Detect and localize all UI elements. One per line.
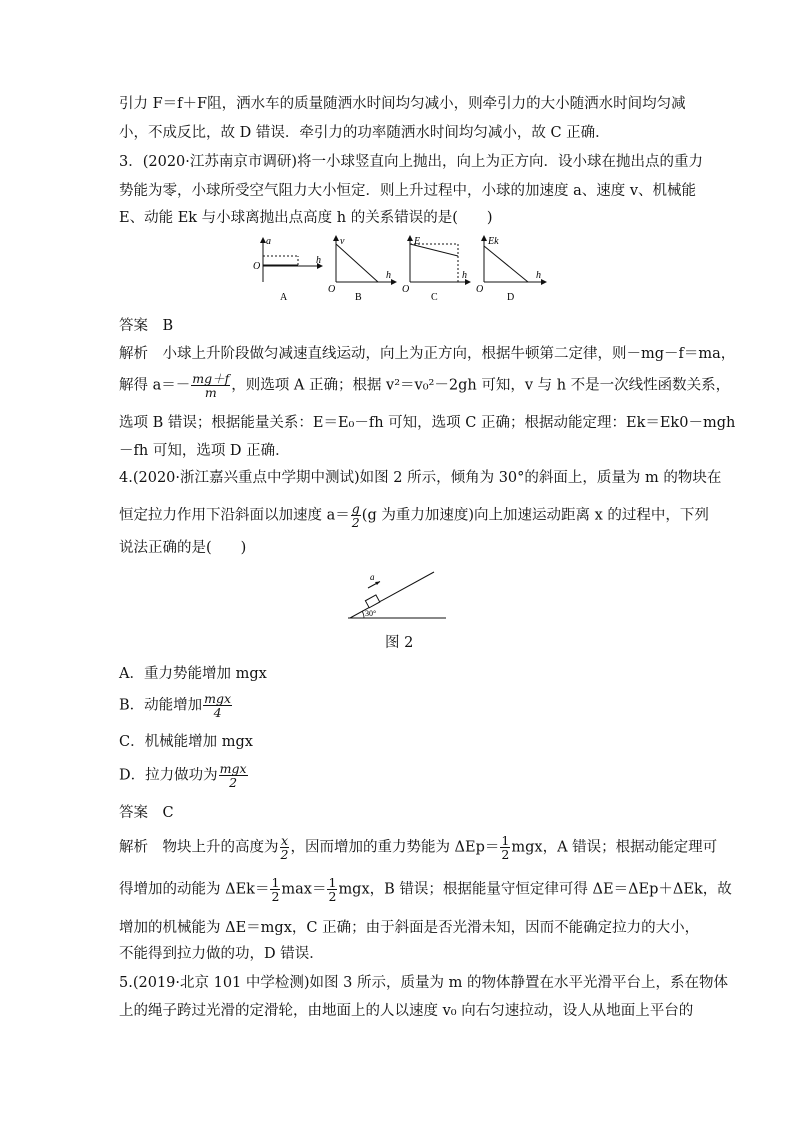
fraction <box>191 372 230 399</box>
explanation-line: 选项 B 错误；根据能量关系：E＝E₀－fh 可知，选项 C 正确；根据动能定理：Ek＝Ek0－mgh <box>119 415 736 431</box>
text-span: 得增加的动能为 ΔEk＝ <box>119 881 270 898</box>
option-d <box>119 762 249 789</box>
question-3-graphs <box>248 228 558 308</box>
origin-label: O <box>402 284 410 295</box>
explanation-line <box>119 876 732 903</box>
question-4-stem: 说法正确的是( ) <box>119 540 247 556</box>
accel-label: a <box>370 572 375 582</box>
axis-label: E <box>414 236 421 247</box>
graph-a <box>253 236 322 303</box>
question-5-stem: 上的绳子跨过光滑的定滑轮，由地面上的人以速度 v₀ 向右匀速拉动，设人从地面上平台的 <box>119 1003 694 1019</box>
fraction <box>500 834 510 861</box>
graph-label: C <box>431 292 438 303</box>
question-3-stem: 势能为零，小球所受空气阻力大小恒定．则上升过程中，小球的加速度 a、速度 v、机械能 <box>119 183 697 199</box>
question-3-stem: E、动能 Ek 与小球离抛出点高度 h 的关系错误的是( ) <box>119 210 493 226</box>
axis-label: a <box>266 236 271 247</box>
angle-arc <box>362 611 364 618</box>
fraction <box>270 876 280 903</box>
denominator: 2 <box>271 889 280 904</box>
text-line: 引力 F＝f＋F阻，洒水车的质量随洒水时间均匀减小，则牵引力的大小随洒水时间均匀减 <box>119 96 686 112</box>
numerator: g <box>351 501 360 516</box>
numerator: mg＋f <box>192 371 230 386</box>
text-span: 解得 a＝－ <box>119 377 191 394</box>
explanation-line: 不能得到拉力做的功，D 错误． <box>119 946 324 962</box>
numerator: mgx <box>219 761 247 776</box>
graph-label: B <box>355 292 362 303</box>
text-span: 解析 物块上升的高度为 <box>119 839 279 856</box>
denominator: 2 <box>280 847 289 862</box>
question-3-stem: 3．(2020·江苏南京市调研)将一小球竖直向上抛出，向上为正方向．设小球在抛出点的重力 <box>119 154 704 170</box>
answer-label: 答案 B <box>119 318 174 334</box>
graph-line <box>336 244 378 282</box>
graph-label: D <box>507 292 515 303</box>
block <box>365 595 379 608</box>
axis-label: h <box>386 270 391 281</box>
text-span: (g 为重力加速度)向上加速运动距离 x 的过程中，下列 <box>361 507 709 524</box>
fraction <box>280 834 290 861</box>
answer-label: 答案 C <box>119 805 174 821</box>
option-b <box>119 692 233 719</box>
origin-label: O <box>328 284 336 295</box>
origin-label: O <box>476 284 484 295</box>
explanation-line <box>119 372 730 399</box>
numerator: x <box>280 833 288 848</box>
axis-label: h <box>316 255 321 266</box>
text-span: mgx，A 错误；根据动能定理可 <box>511 839 718 856</box>
incline-figure <box>346 566 450 624</box>
axis-label: h <box>536 270 541 281</box>
fraction <box>203 692 232 719</box>
text-span: ，因而增加的重力势能为 ΔEp＝ <box>290 839 500 856</box>
graph-d <box>476 236 546 303</box>
explanation-line <box>119 834 717 861</box>
axis-label: Ek <box>488 236 499 247</box>
text-line: 小，不成反比，故 D 错误．牵引力的功率随洒水时间均匀减小，故 C 正确． <box>119 125 610 141</box>
explanation-line: 解析 小球上升阶段做匀减速直线运动，向上为正方向，根据牛顿第二定律，则－mg－f＝ma， <box>119 346 736 362</box>
question-4-stem: 4.(2020·浙江嘉兴重点中学期中测试)如图 2 所示，倾角为 30°的斜面上，质量为 m 的物块在 <box>119 470 722 486</box>
denominator: 2 <box>229 775 238 790</box>
numerator: 1 <box>328 875 337 890</box>
text-span: D．拉力做功为 <box>119 767 218 784</box>
denominator: 2 <box>501 847 510 862</box>
fraction <box>327 876 337 903</box>
explanation-line: －fh 可知，选项 D 正确． <box>119 443 290 459</box>
text-span: ，则选项 A 正确；根据 v²＝v₀²－2gh 可知，v 与 h 不是一次线性函数关系， <box>231 377 731 394</box>
fraction <box>351 502 361 529</box>
text-span: max＝ <box>281 881 327 898</box>
text-span: 恒定拉力作用下沿斜面以加速度 a＝ <box>119 507 350 524</box>
option-a: A．重力势能增加 mgx <box>119 666 267 682</box>
fraction <box>219 762 248 789</box>
denominator: m <box>204 385 217 400</box>
text-span: mgx，B 错误；根据能量守恒定律可得 ΔE＝ΔEp＋ΔEk，故 <box>338 881 732 898</box>
incline-line <box>350 572 434 618</box>
numerator: 1 <box>271 875 280 890</box>
denominator: 4 <box>213 705 222 720</box>
question-5-stem: 5.(2019·北京 101 中学检测)如图 3 所示，质量为 m 的物体静置在水平光滑平台上，系在物体 <box>119 975 728 991</box>
text-span: B．动能增加 <box>119 697 203 714</box>
angle-label: 30° <box>365 609 377 618</box>
graph-b <box>328 236 396 303</box>
axis-label: h <box>462 270 467 281</box>
explanation-line: 增加的机械能为 ΔE＝mgx，C 正确；由于斜面是否光滑未知，因而不能确定拉力的大小， <box>119 920 700 936</box>
graph-line <box>484 246 528 282</box>
origin-label: O <box>253 261 261 272</box>
denominator: 2 <box>351 515 360 530</box>
graph-label: A <box>280 292 288 303</box>
figure-caption: 图 2 <box>385 635 414 651</box>
graph-c <box>402 236 470 303</box>
question-4-stem <box>119 502 709 529</box>
axis-label: v <box>340 236 345 247</box>
numerator: 1 <box>501 833 510 848</box>
denominator: 2 <box>328 889 337 904</box>
option-c: C．机械能增加 mgx <box>119 734 253 750</box>
numerator: mgx <box>204 691 232 706</box>
